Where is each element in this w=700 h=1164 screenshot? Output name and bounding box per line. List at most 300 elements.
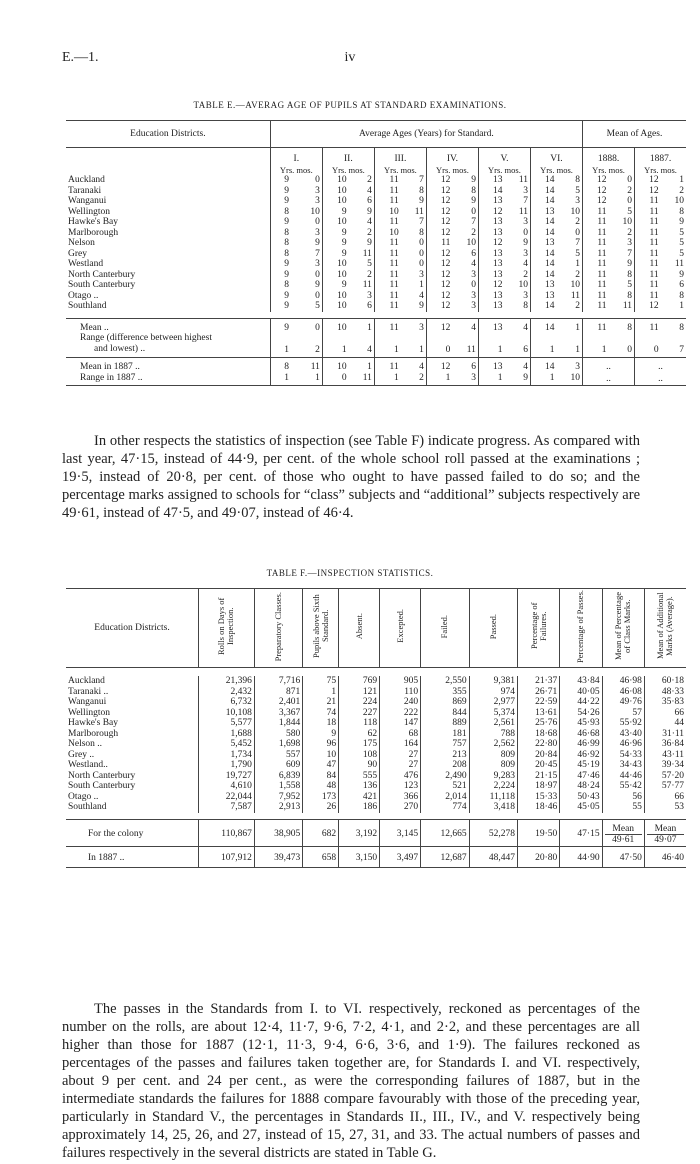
units-label: Yrs. mos. [583,165,635,176]
column-header-label: Pupils above Sixth Standard. [310,594,330,659]
value-cell: 12 [426,358,452,373]
value-cell: 11 [466,345,476,355]
value-cell: 521 [421,781,469,792]
value-cell: 9 [270,259,291,270]
value-cell: 0 [419,248,424,259]
value-cell: 47 [303,760,339,771]
value-cell: 123 [380,781,421,792]
spacer-cell [66,668,686,677]
value-cell: 9 [419,196,424,206]
value-cell: 0 [419,259,424,269]
district-name: and lowest) .. [94,343,146,354]
value-cell: 10 [374,207,400,218]
table-row [66,718,686,729]
value-cell: 66 [644,792,686,803]
value-cell: 20·45 [518,760,560,771]
blank-cell [452,333,478,344]
value-cell: 905 [380,676,421,687]
district-name: North Canterbury [68,770,136,781]
value-cell: 2 [627,227,633,238]
table-row [66,739,686,750]
table-row [66,186,686,197]
value-cell: 682 [303,819,339,846]
value-cell: 421 [339,792,380,803]
table-row [66,301,686,312]
value-cell: 14 [530,270,556,281]
standard-label: VI. [530,148,582,165]
value-cell: 2,913 [254,802,302,813]
value-cell: 5,452 [199,739,255,750]
standard-label: 1888. [583,148,635,165]
value-cell: 10 [322,301,348,312]
value-cell: 38,905 [254,819,302,846]
value-cell: 1 [270,373,291,386]
value-cell: 118 [339,718,380,729]
blank-cell [66,148,270,165]
value-cell: 1 [530,344,556,358]
value-cell: 11 [635,238,661,249]
value-cell: 46·92 [560,750,602,761]
value-cell: 12 [426,207,452,218]
value-cell: 2,490 [421,771,469,782]
value-cell: 18 [303,718,339,729]
blank-cell [401,333,427,344]
value-cell: 14 [478,186,504,197]
value-cell: 3 [523,185,528,196]
value-cell: 10 [570,206,580,217]
value-cell: 2,562 [469,739,517,750]
column-header-label: Rolls on Days of Inspection. [216,597,236,655]
table-row [66,771,686,782]
district-name: Otago .. [68,290,99,301]
value-cell: 809 [469,760,517,771]
value-cell: 1 [303,687,339,698]
value-cell: 13 [478,318,504,333]
column-header [644,589,686,668]
value-cell: 11 [374,196,400,207]
value-cell: 57·20 [644,771,686,782]
value-cell: 121 [339,687,380,698]
district-name: Southland [68,802,107,812]
value-cell: 12 [426,228,452,239]
value-cell: 5 [315,301,320,311]
value-cell: 164 [380,739,421,750]
value-cell: 871 [254,687,302,698]
value-cell: 20·84 [518,750,560,761]
table-e-header-row [66,121,686,148]
value-cell: 11 [583,207,609,218]
standard-label: III. [374,148,426,165]
district-name: Auckland [68,676,105,686]
value-cell: 9 [270,186,291,197]
table-row [66,249,686,260]
units-label: Yrs. mos. [635,165,686,176]
value-cell: 10 [570,280,580,290]
value-cell: 580 [254,729,302,740]
value-cell: 844 [421,708,469,719]
value-cell: 14 [530,318,556,333]
empty-mark: .. [635,358,686,373]
column-header-label: Absent. [353,613,364,640]
value-cell: 18·97 [518,781,560,792]
blank-cell [66,165,270,176]
value-cell: 43·84 [560,676,602,687]
value-cell: 3 [367,290,372,301]
value-cell: 1 [679,175,684,185]
value-cell: 4,610 [199,781,255,792]
value-cell: 6 [679,280,684,290]
district-name: Range in 1887 .. [66,373,270,386]
value-cell: 10 [322,318,348,333]
value-cell: 47·15 [560,819,602,846]
value-cell: 3,192 [339,819,380,846]
district-name: Marlborough [68,227,119,238]
column-header-label: Percentage of Passes. [575,589,586,663]
value-cell: 11 [635,318,661,333]
value-cell: 11 [583,217,609,228]
value-cell: 8 [679,290,684,301]
value-cell: 11 [518,206,528,217]
value-cell: 8 [419,227,424,238]
column-header [199,589,255,668]
units-label: Yrs. mos. [530,165,582,176]
value-cell: 1 [419,280,424,290]
district-name: Taranaki [68,185,102,196]
value-cell: 10 [374,228,400,239]
value-cell: 10 [622,217,633,227]
district-name: Wanganui [68,697,107,707]
value-cell: 10 [322,291,348,302]
value-cell: 50·43 [560,792,602,803]
standard-label: 1887. [635,148,686,165]
value-cell: 68 [380,729,421,740]
value-cell: 9 [322,238,348,249]
value-cell: 8 [270,280,291,291]
value-cell: 13 [478,301,504,312]
value-cell: 9,381 [469,676,517,687]
value-cell: 9 [270,217,291,228]
value-cell: 12 [426,175,452,186]
value-cell: 4 [401,358,427,373]
value-cell: 22,044 [199,792,255,803]
district-name: Nelson [68,238,95,248]
value-cell: 11 [374,238,400,249]
value-cell: 1 [270,344,291,358]
value-cell: 4 [367,185,372,196]
value-cell: 12 [635,175,661,186]
value-cell: 11 [374,259,400,270]
mean-label: Mean [654,823,677,834]
value-cell: 5,577 [199,718,255,729]
value-cell: 11 [635,196,661,207]
value-cell: 1 [575,345,580,355]
table-f-1887-row [66,846,686,868]
value-cell: 1,698 [254,739,302,750]
spacer-row [66,668,686,677]
value-cell: 9 [679,217,684,227]
value-cell: 13 [530,238,556,249]
value-cell: 34·43 [602,760,644,771]
value-cell: 12,687 [421,846,469,868]
value-cell: 9 [315,280,320,290]
table-e-district-header: Education Districts. [66,121,270,148]
value-cell: 48·24 [560,781,602,792]
value-cell: 39,473 [254,846,302,868]
value-cell: 12 [426,196,452,207]
table-f-colony-row [66,819,686,846]
blank-cell [504,333,530,344]
value-cell: 13 [478,259,504,270]
value-cell: 11 [374,270,400,281]
table-e-range-row-2 [66,344,686,358]
blank-cell [635,333,661,344]
value-cell: 43·40 [602,729,644,740]
value-cell: 3 [523,248,528,259]
column-header [303,589,339,668]
blank-cell [478,333,504,344]
value-cell: 54·26 [560,708,602,719]
value-cell: 9 [419,301,424,311]
value-cell: 224 [339,697,380,708]
blank-cell [426,333,452,344]
value-cell: 147 [380,718,421,729]
value-cell: 9 [471,196,476,206]
value-cell: 55 [602,802,644,813]
value-cell: 14 [530,259,556,270]
value-cell: 7,952 [254,792,302,803]
value-cell: 7 [315,248,320,259]
value-cell: 13 [478,291,504,302]
units-label: Yrs. mos. [478,165,530,176]
value-cell: 11 [374,318,400,333]
value-cell: 11 [518,175,528,185]
value-cell: 4 [419,290,424,301]
value-cell: 11 [635,207,661,218]
value-cell: 0 [315,290,320,301]
value-cell: 1 [575,322,580,333]
value-cell: 8 [419,185,424,196]
value-cell: 2,014 [421,792,469,803]
value-cell: 46·40 [644,846,686,868]
district-name: Marlborough [68,728,119,739]
page-number: iv [344,50,356,65]
table-row [66,270,686,281]
value-cell: 0 [315,269,320,280]
value-cell: 5 [679,227,684,238]
value-cell: 12 [478,238,504,249]
value-cell: 27 [380,760,421,771]
value-cell: 8 [575,175,580,185]
value-cell: 74 [303,708,339,719]
value-cell: 7 [419,175,424,185]
value-cell: 12 [583,186,609,197]
value-cell: 809 [469,750,517,761]
value-cell: 12 [635,186,661,197]
value-cell: 9 [627,259,633,269]
value-cell: 2 [575,301,580,311]
value-cell: 14 [530,301,556,312]
value-cell: 11 [622,301,633,311]
mean-value: 49·07 [647,834,684,846]
value-cell: 84 [303,771,339,782]
value-cell: 774 [421,802,469,813]
value-cell: 3 [315,259,320,269]
district-name: Auckland [68,175,105,185]
value-cell: 11 [374,280,400,291]
value-cell: 52,278 [469,819,517,846]
value-cell: 12 [583,175,609,186]
value-cell: 2 [401,373,427,386]
table-f-header-row [66,589,686,668]
value-cell: 12 [426,280,452,291]
value-cell: 8 [270,358,291,373]
value-cell: 8 [523,301,528,311]
value-cell: 46·68 [560,729,602,740]
value-cell: 658 [303,846,339,868]
value-cell: 3 [419,269,424,280]
district-name: Taranaki .. [68,686,109,697]
value-cell: 13 [478,358,504,373]
value-cell: 13 [478,196,504,207]
value-cell: 11 [374,217,400,228]
value-cell: 11 [374,358,400,373]
units-label: Yrs. mos. [374,165,426,176]
table-row [66,196,686,207]
value-cell: 9 [367,206,372,217]
table-row [66,238,686,249]
value-cell: 0 [523,227,528,238]
value-cell: 270 [380,802,421,813]
value-cell: 9 [523,238,528,248]
value-cell: 3 [315,227,320,238]
value-cell: 222 [380,708,421,719]
value-cell: 11 [635,270,661,281]
value-cell: 12 [426,270,452,281]
value-cell: 136 [339,781,380,792]
value-cell: 19,727 [199,771,255,782]
value-cell: 13 [530,207,556,218]
value-cell: 3 [471,290,476,301]
value-cell: 2 [367,227,372,238]
value-cell: 13 [478,270,504,281]
value-cell: 0 [322,373,348,386]
blank-cell [374,333,400,344]
value-cell: 2 [367,269,372,280]
value-cell: 8 [270,228,291,239]
value-cell: 1 [530,373,556,386]
value-cell: 3 [523,217,528,227]
value-cell: 13 [478,228,504,239]
value-cell: 1 [374,373,400,386]
value-cell: 2 [367,175,372,185]
value-cell: 355 [421,687,469,698]
page-header [62,50,638,70]
column-header-label: Failed. [439,614,450,638]
value-cell: 6 [471,248,476,259]
value-cell: 555 [339,771,380,782]
table-row [66,207,686,218]
value-cell: 12 [426,318,452,333]
value-cell: 11 [635,217,661,228]
value-cell: 6 [367,301,372,311]
value-cell: 2 [523,269,528,280]
table-row [66,792,686,803]
value-cell: 5 [679,248,684,259]
value-cell: 0 [419,238,424,248]
value-cell: 44 [644,718,686,729]
value-cell: 2 [575,217,580,227]
table-e-standard-row [66,148,686,165]
table-e [66,120,686,386]
value-cell: 1 [291,373,322,386]
table-e-range-row [66,333,686,344]
value-cell: 3 [471,269,476,280]
value-cell: 3,367 [254,708,302,719]
column-header-label: Preparatory Classes. [273,591,284,661]
empty-mark: .. [583,358,635,373]
value-cell: 3 [452,373,478,386]
value-cell: 213 [421,750,469,761]
district-name: Hawke's Bay [68,718,118,728]
column-header [469,589,517,668]
value-cell: 11 [635,291,661,302]
table-row [66,175,686,186]
blank-cell [661,333,686,344]
value-cell: 10,108 [199,708,255,719]
column-header [560,589,602,668]
value-cell: 3,497 [380,846,421,868]
value-cell: 13 [478,217,504,228]
district-name: Otago .. [68,791,99,802]
value-cell: 2,977 [469,697,517,708]
value-cell: 12 [635,301,661,312]
table-row [66,729,686,740]
value-cell: 366 [380,792,421,803]
value-cell: 3,418 [469,802,517,813]
column-header [254,589,302,668]
table-e-mean-header: Mean of Ages. [583,121,687,148]
value-cell: 11 [583,280,609,291]
page-reference: E.—1. [62,50,99,65]
value-cell: 11 [426,238,452,249]
paragraph-passes: The passes in the Standards from I. to VI. respectively, reckoned as percentages of the number on the rolls, are about 12·4, 11·7, 9·6, 7·2, 4·1, and 2·2, and these percentages are all higher than those for 1887 (12·1, 11·3, 9·4, 6·6, 3·6, and 1·9). The failures reckoned as percentages of the passes and failures taken together are, for Standards I. and VI. respectively, about 9 per cent. and 24 per cent., as were the corresponding failures of 1887, but in the intermediate standards the failures for 1888 compare favourably with those of the preceding year, particularly in Standard V., the percentages in Standards II., III., IV., and V. respectively being approximately 14, 25, 26, and 27, instead of 15, 27, 31, and 33. The actual numbers of passes and failures respectively in the several districts are stated in Table G. [62,1001,640,1161]
column-header-label: Mean of Additional Marks (Average). [655,592,675,660]
value-cell: 11 [374,186,400,197]
value-cell: 27 [380,750,421,761]
value-cell: 2 [575,269,580,280]
value-cell: 8 [270,238,291,249]
value-cell: 9 [270,175,291,186]
value-cell: 10 [322,186,348,197]
value-cell: 1 [349,358,375,373]
value-cell: 9 [270,291,291,302]
value-cell: 8 [679,206,684,217]
value-cell: 974 [469,687,517,698]
value-cell: 11 [583,228,609,239]
value-cell: 6 [367,196,372,206]
table-e-mean-1887-row [66,358,686,373]
value-cell: 0 [635,344,661,358]
district-name: Wanganui [68,196,107,206]
value-cell: 7,716 [254,676,302,687]
table-e-range-1887-row [66,373,686,386]
value-cell: 5 [575,248,580,259]
value-cell: 11 [635,280,661,291]
value-cell: 4 [471,259,476,269]
value-cell: 48·33 [644,687,686,698]
value-cell: 46·08 [602,687,644,698]
table-row [66,280,686,291]
